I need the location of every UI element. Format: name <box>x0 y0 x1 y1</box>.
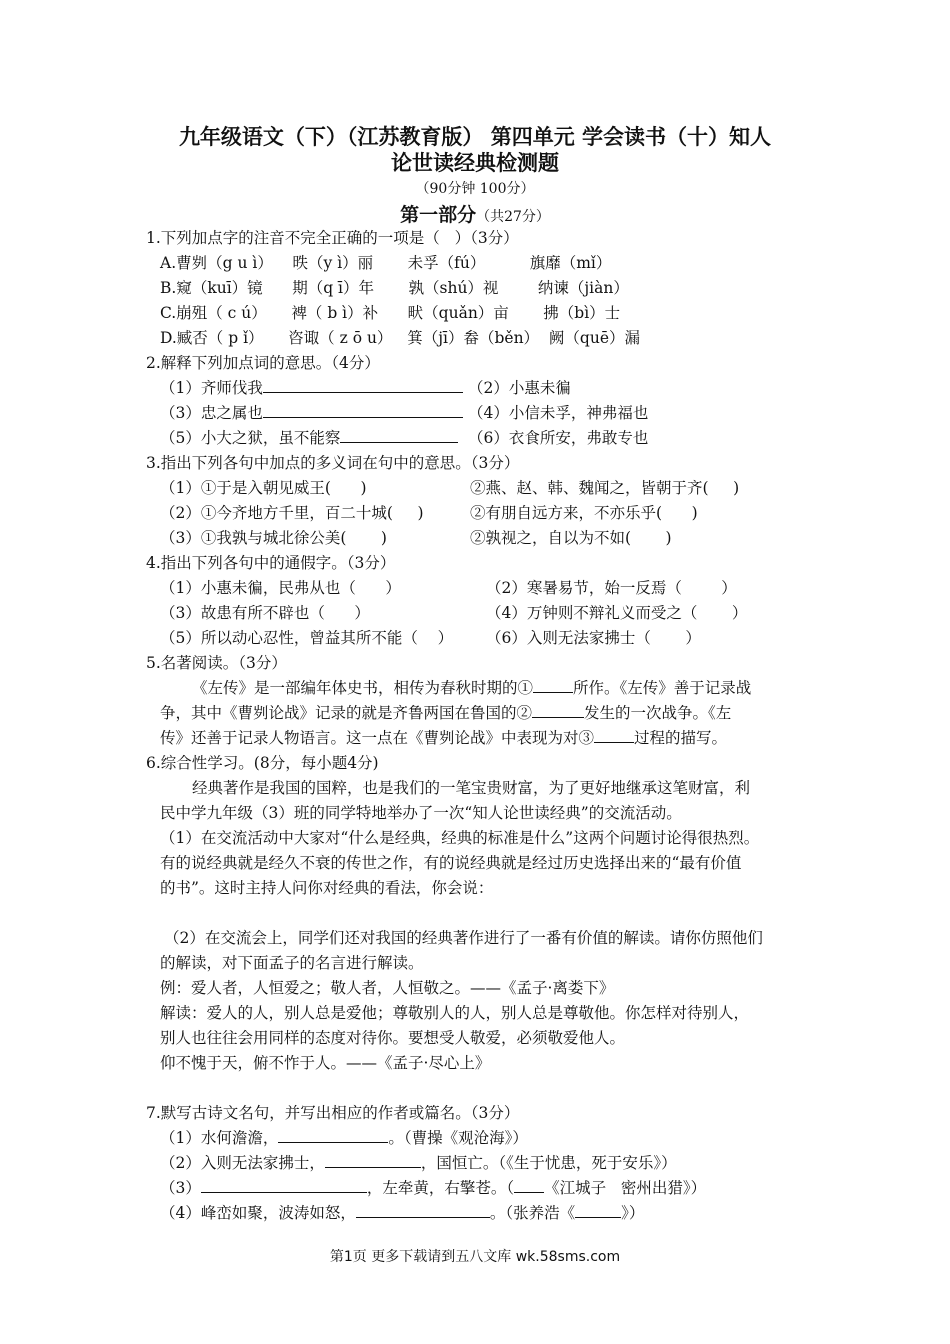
part-heading <box>0 200 950 227</box>
q5-line <box>192 678 751 698</box>
q7-stem: 7.默写古诗文名句，并写出相应的作者或篇名。（3分） <box>146 1104 520 1122</box>
q7-text: （1）水何澹澹， <box>160 1129 279 1147</box>
q2-item-text: （5）小大之狱，虽不能察 <box>160 429 341 447</box>
q4-item: （2）寒暑易节，始一反焉（ ） <box>486 579 737 597</box>
q7-text: 》） <box>621 1204 645 1222</box>
q5-text: 传》还善于记录人物语言。这一点在《曹刿论战》中表现为对③ <box>160 729 595 747</box>
q5-text: 所作。《左传》善于记录战 <box>573 679 752 697</box>
q2-stem: 2.解释下列加点词的意思。（4分） <box>146 354 380 372</box>
q3-stem: 3.指出下列各句中加点的多义词在句中的意思。（3分） <box>146 454 520 472</box>
q4-item: （5）所以动心忍性，曾益其所不能（ ） <box>160 629 454 647</box>
title-line-1: 九年级语文（下）（江苏教育版） 第四单元 学会读书（十）知人 <box>178 125 772 149</box>
answer-blank[interactable] <box>340 428 458 443</box>
q7-text: ，左牵黄，右擎苍。（ <box>366 1179 515 1197</box>
q2-item: （2）小惠未徧 <box>468 379 571 397</box>
q1-option-c: C.崩殂（ c ú） 裨（ b ì）补 畎（quǎn）亩 拂（bì）士 <box>160 304 621 322</box>
q5-stem: 5.名著阅读。（3分） <box>146 654 287 672</box>
answer-blank[interactable] <box>594 728 634 743</box>
q5-text: 《左传》是一部编年体史书，相传为春秋时期的① <box>192 679 534 697</box>
part-points: （共27分） <box>476 209 550 225</box>
title-line-2: 论世读经典检测题 <box>391 151 559 175</box>
q7-text: 。（曹操《观沧海》） <box>388 1129 528 1147</box>
q7-item <box>160 1203 644 1223</box>
q3-item: （3）①我孰与城北徐公美( ) <box>160 529 387 547</box>
q3-item: （2）①今齐地方千里，百二十城( ) <box>160 504 424 522</box>
q6-interpretation: 解读：爱人的人，别人总是爱他；尊敬别人的人，别人总是尊敬他。你怎样对待别人， <box>160 1004 750 1022</box>
q2-item-text: （1）齐师伐我 <box>160 379 263 397</box>
q7-item <box>160 1153 677 1173</box>
q2-item: （4）小信未孚，神弗福也 <box>468 404 649 422</box>
q2-item <box>160 378 463 398</box>
answer-blank[interactable] <box>356 1203 490 1218</box>
answer-blank[interactable] <box>532 703 584 718</box>
answer-blank[interactable] <box>533 678 573 693</box>
q2-item: （6）衣食所安，弗敢专也 <box>468 429 649 447</box>
q5-text: 过程的描写。 <box>634 729 728 747</box>
q2-item-text: （3）忠之属也 <box>160 404 263 422</box>
q6-sub2: 的解读，对下面孟子的名言进行解读。 <box>160 954 424 972</box>
q6-stem: 6.综合性学习。(8分，每小题4分) <box>146 754 379 772</box>
part-title: 第一部分 <box>400 204 477 226</box>
q1-stem: 1.下列加点字的注音不完全正确的一项是（ ）（3分） <box>146 229 519 247</box>
q3-item: （1）①于是入朝见威王( ) <box>160 479 367 497</box>
q7-text: （4）峰峦如聚，波涛如怒， <box>160 1204 356 1222</box>
q6-intro: 经典著作是我国的国粹，也是我们的一笔宝贵财富，为了更好地继承这笔财富，利 <box>192 779 751 797</box>
q5-line <box>160 728 727 748</box>
q6-quote: 仰不愧于天，俯不怍于人。——《孟子·尽心上》 <box>160 1054 491 1072</box>
q5-line <box>160 703 731 723</box>
answer-blank[interactable] <box>201 1178 367 1193</box>
q7-item <box>160 1178 706 1198</box>
q3-item: ②燕、赵、韩、魏闻之，皆朝于齐( ) <box>470 479 740 497</box>
q7-text: ，国恒亡。（《生于忧患，死于安乐》） <box>420 1154 677 1172</box>
q1-option-d: D.臧否（ p ǐ） 咨诹（ z ō u） 箕（jī）畚（běn） 阙（quē）漏 <box>160 329 640 347</box>
q4-item: （3）故患有所不辟也（ ） <box>160 604 370 622</box>
answer-blank[interactable] <box>325 1153 421 1168</box>
q3-item: ②孰视之，自以为不如( ) <box>470 529 672 547</box>
answer-blank[interactable] <box>278 1128 388 1143</box>
q7-text: （3） <box>160 1179 201 1197</box>
answer-blank[interactable] <box>263 403 463 418</box>
q1-option-b: B.窥（kuī）镜 期（q ī）年 孰（shú）视 纳谏（jiàn） <box>160 279 629 297</box>
subtitle: （90分钟 100分） <box>415 181 535 197</box>
q4-stem: 4.指出下列各句中的通假字。（3分） <box>146 554 396 572</box>
q4-item: （6）入则无法家拂士（ ） <box>486 629 701 647</box>
q6-sub1: （1）在交流活动中大家对“什么是经典，经典的标准是什么”这两个问题讨论得很热烈。 <box>160 829 760 847</box>
q4-item: （1）小惠未徧，民弗从也（ ） <box>160 579 401 597</box>
q7-text: （2）入则无法家拂士， <box>160 1154 325 1172</box>
q6-sub2: （2）在交流会上，同学们还对我国的经典著作进行了一番有价值的解读。请你仿照他们 <box>164 929 763 947</box>
answer-blank[interactable] <box>575 1203 621 1218</box>
q5-text: 争，其中《曹刿论战》记录的就是齐鲁两国在鲁国的② <box>160 704 533 722</box>
q2-item <box>160 428 458 448</box>
q4-item: （4）万钟则不辩礼义而受之（ ） <box>486 604 748 622</box>
q5-text: 发生的一次战争。《左 <box>584 704 732 722</box>
q3-item: ②有朋自远方来，不亦乐乎( ) <box>470 504 698 522</box>
q7-item <box>160 1128 528 1148</box>
q1-option-a: A.曹刿（g u ì） 昳（y ì）丽 未孚（fú） 旗靡（mǐ） <box>160 254 612 272</box>
q6-sub1: 有的说经典就是经久不衰的传世之作，有的说经典就是经过历史选择出来的“最有价值 <box>160 854 742 872</box>
q6-interpretation: 别人也往往会用同样的态度对待你。要想受人敬爱，必须敬爱他人。 <box>160 1029 626 1047</box>
answer-blank[interactable] <box>263 378 463 393</box>
q6-intro: 民中学九年级（3）班的同学特地举办了一次“知人论世读经典”的交流活动。 <box>160 804 682 822</box>
q7-text: 。（张养浩《 <box>489 1204 576 1222</box>
q7-text: 《江城子 密州出猎》） <box>544 1179 707 1197</box>
answer-blank[interactable] <box>514 1178 544 1193</box>
q6-example: 例：爱人者，人恒爱之；敬人者，人恒敬之。——《孟子·离娄下》 <box>160 979 615 997</box>
q6-sub1: 的书”。这时主持人问你对经典的看法，你会说： <box>160 879 494 897</box>
q2-item <box>160 403 463 423</box>
page-footer: 第1页 更多下载请到五八文库 wk.58sms.com <box>329 1249 621 1265</box>
